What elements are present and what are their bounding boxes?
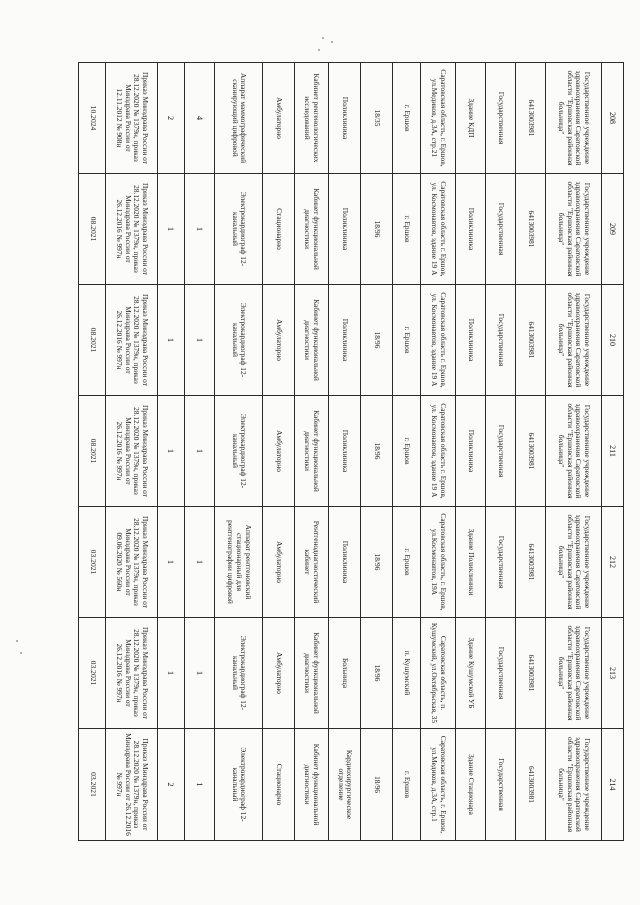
scan-speck bbox=[322, 37, 324, 39]
table-cell: 18/35 bbox=[361, 63, 393, 174]
table-cell: Приказ Минздрава России от 28.12.2020 № 1379н, приказ Минздрава России от 26.12.2016 № 997н bbox=[106, 174, 158, 285]
table-cell: Стационарно bbox=[262, 729, 294, 841]
table-cell: 18/96 bbox=[361, 507, 393, 618]
table-cell: Государственное учреждение здравоохранения Саратовской области "Ершовская районная больница" bbox=[546, 396, 601, 507]
table-cell: 6413003981 bbox=[516, 63, 546, 174]
table-cell: Саратовская область г. Ершов, ул. Космонавтов, здание 19 А bbox=[421, 396, 456, 507]
table-cell: Саратовская область, г. Ершов, ул.Космонавтов, 19А bbox=[421, 507, 456, 618]
table-cell: 18/96 bbox=[361, 729, 393, 841]
scan-speck bbox=[16, 640, 18, 642]
table-cell: 03.2021 bbox=[79, 507, 106, 618]
table-cell: Государственная bbox=[486, 396, 516, 507]
table-cell: г. Ершов bbox=[392, 63, 421, 174]
table-cell: п. Кушумский bbox=[392, 618, 421, 729]
table-cell: Амбулаторно bbox=[262, 396, 294, 507]
table-body bbox=[79, 63, 624, 841]
table-cell: Государственная bbox=[486, 285, 516, 396]
table-cell: 03.2021 bbox=[79, 618, 106, 729]
table-cell: Саратовская область, п. Кушумский, ул.Октябрьская, 35 bbox=[421, 618, 456, 729]
table-cell: Поликлиника bbox=[456, 285, 486, 396]
row-department bbox=[329, 63, 361, 841]
table-cell: Электрокардиограф 12-канальный bbox=[215, 174, 263, 285]
table-cell: 1 bbox=[158, 285, 185, 396]
table-cell: Здание Поликлиники bbox=[456, 507, 486, 618]
table-cell: Амбулаторно bbox=[262, 285, 294, 396]
scan-speck bbox=[331, 41, 333, 43]
row-care-type bbox=[262, 63, 294, 841]
row-address bbox=[421, 63, 456, 841]
table-cell: Кабинет функциональной диагностики bbox=[294, 285, 329, 396]
row-year bbox=[361, 63, 393, 841]
table-cell: 1 bbox=[158, 618, 185, 729]
row-quantity-a bbox=[185, 63, 215, 841]
table-cell: Кабинет функциональной диагностики bbox=[294, 396, 329, 507]
table-cell: Электрокардиограф 12-канальный bbox=[215, 729, 263, 841]
table-cell: Государственная bbox=[486, 729, 516, 841]
table-cell: Приказ Минздрава России от 28.12.2020 № 1379н, приказ Минздрава России от 26.12.2016 № 997н bbox=[106, 729, 158, 841]
table-cell: 1 bbox=[158, 507, 185, 618]
table-cell: Приказ Минздрава России от 28.12.2020 № 1379н, приказ Минздрава России от 12.11.2012 № 908н bbox=[106, 63, 158, 174]
table-cell: Саратовская область, г. Ершов, ул.Медиков, д.3А, стр.1 bbox=[421, 729, 456, 841]
row-equipment bbox=[215, 63, 263, 841]
table-cell: Электрокардиограф 12-канальный bbox=[215, 618, 263, 729]
table-cell: 03.2021 bbox=[79, 729, 106, 841]
table-cell: Государственное учреждение здравоохранения Саратовской области "Ершовская районная больница" bbox=[546, 285, 601, 396]
table-cell: Приказ Минздрава России от 28.12.2020 № 1379н, приказ Минздрава России от 26.12.2016 № 997н bbox=[106, 396, 158, 507]
table-cell: Поликлиника bbox=[329, 174, 361, 285]
table-cell: Здание КДП bbox=[456, 63, 486, 174]
table-cell: Государственная bbox=[486, 507, 516, 618]
table-cell: 6413003981 bbox=[516, 507, 546, 618]
table-cell: Аппарат рентгеновский стационарный для рентгенографии цифровой bbox=[215, 507, 263, 618]
table-cell: 211 bbox=[601, 396, 623, 507]
table-cell: г. Ершов bbox=[392, 729, 421, 841]
table-cell: 213 bbox=[601, 618, 623, 729]
table-cell: Государственное учреждение здравоохранения Саратовской области "Ершовская районная больница" bbox=[546, 63, 601, 174]
table-cell: 10.2024 bbox=[79, 63, 106, 174]
row-organization bbox=[546, 63, 601, 841]
table-cell: 1 bbox=[185, 618, 215, 729]
table-cell: Саратовская область г. Ершов, ул. Космонавтов, здание 19 А bbox=[421, 285, 456, 396]
table-cell: 210 bbox=[601, 285, 623, 396]
table-cell: Кардиохирургическое отделение bbox=[329, 729, 361, 841]
table-cell: 6413003981 bbox=[516, 174, 546, 285]
table-cell: 209 bbox=[601, 174, 623, 285]
table-cell: 08.2021 bbox=[79, 285, 106, 396]
table-cell: 212 bbox=[601, 507, 623, 618]
table-cell: Амбулаторно bbox=[262, 63, 294, 174]
table-cell: Государственная bbox=[486, 174, 516, 285]
table-cell: 6413003981 bbox=[516, 285, 546, 396]
table-cell: 208 bbox=[601, 63, 623, 174]
table-cell: 1 bbox=[185, 285, 215, 396]
table-cell: Рентгенодиагностический кабинет bbox=[294, 507, 329, 618]
table-cell: Государственное учреждение здравоохранения Саратовской области "Ершовская районная больница" bbox=[546, 618, 601, 729]
table-cell: Поликлиника bbox=[456, 174, 486, 285]
row-order bbox=[106, 63, 158, 841]
table-cell: Кабинет ренгенологических исследований bbox=[294, 63, 329, 174]
table-cell: Государственное учреждение здравоохранения Саратовской области "Ершовская районная больница" bbox=[546, 174, 601, 285]
table-cell: Приказ Минздрава России от 28.12.2020 № 1379н, приказ Минздрава России от 26.12.2016 № 997н bbox=[106, 618, 158, 729]
table-cell: 6413003981 bbox=[516, 396, 546, 507]
table-cell: Поликлиника bbox=[329, 396, 361, 507]
scan-speck bbox=[20, 652, 22, 654]
table-cell: Кабинет функциональной диагностики bbox=[294, 729, 329, 841]
table-cell: 6413003981 bbox=[516, 729, 546, 841]
row-inn bbox=[516, 63, 546, 841]
table-cell: г. Ершов bbox=[392, 396, 421, 507]
table-cell: 08.2021 bbox=[79, 174, 106, 285]
table-cell: Стационарно bbox=[262, 174, 294, 285]
table-cell: 18/96 bbox=[361, 285, 393, 396]
table-cell: Саратовская область, г. Ершов, ул.Медиков, д.3А, стр.21 bbox=[421, 63, 456, 174]
table-cell: г. Ершов bbox=[392, 507, 421, 618]
table-cell: 214 bbox=[601, 729, 623, 841]
table-cell: 18/96 bbox=[361, 174, 393, 285]
table-cell: Приказ Минздрава России от 28.12.2020 № 1379н, приказ Минздрава России от 26.12.2016 № 997н bbox=[106, 285, 158, 396]
table-cell: 1 bbox=[158, 174, 185, 285]
table-cell: Кабинет функциональной диагностики bbox=[294, 174, 329, 285]
table-cell: Амбулаторно bbox=[262, 618, 294, 729]
table-cell: 1 bbox=[185, 507, 215, 618]
table-cell: 4 bbox=[185, 63, 215, 174]
table-cell: Поликлиника bbox=[329, 285, 361, 396]
table-cell: 6413003981 bbox=[516, 618, 546, 729]
table-cell: Государственная bbox=[486, 618, 516, 729]
table-cell: Электрокардиограф 12-канальный bbox=[215, 285, 263, 396]
row-building bbox=[456, 63, 486, 841]
row-ownership bbox=[486, 63, 516, 841]
row-quantity-b bbox=[158, 63, 185, 841]
rotated-table-container bbox=[79, 62, 624, 840]
table-cell: Кабинет функциональной диагностики bbox=[294, 618, 329, 729]
table-cell: 1 bbox=[158, 396, 185, 507]
table-cell: Государственное учреждение здравоохранения Саратовской области "Ершовская районная больница" bbox=[546, 507, 601, 618]
table-cell: 2 bbox=[158, 729, 185, 841]
table-cell: Электрокардиограф 12-канальный bbox=[215, 396, 263, 507]
table-cell: Поликлиника bbox=[456, 396, 486, 507]
table-cell: 08.2021 bbox=[79, 396, 106, 507]
table-cell: 1 bbox=[185, 729, 215, 841]
table-cell: Государственное учреждение здравоохранения Саратовской области "Ершовская районная больница" bbox=[546, 729, 601, 841]
table-cell: Здание Кушумской УБ bbox=[456, 618, 486, 729]
equipment-table bbox=[78, 62, 624, 841]
row-date bbox=[79, 63, 106, 841]
table-cell: Государственная bbox=[486, 63, 516, 174]
table-cell: г. Ершов bbox=[392, 174, 421, 285]
table-cell: Поликлиника bbox=[329, 507, 361, 618]
table-cell: г. Ершов bbox=[392, 285, 421, 396]
row-cabinet bbox=[294, 63, 329, 841]
table-cell: Аппарат маммографический сканирующий цифровой bbox=[215, 63, 263, 174]
table-cell: 18/96 bbox=[361, 618, 393, 729]
table-cell: 2 bbox=[158, 63, 185, 174]
row-locality bbox=[392, 63, 421, 841]
table-cell: Здание Стационара bbox=[456, 729, 486, 841]
table-cell: 1 bbox=[185, 174, 215, 285]
table-cell: Поликлиника bbox=[329, 63, 361, 174]
table-cell: Больница bbox=[329, 618, 361, 729]
table-cell: 18/96 bbox=[361, 396, 393, 507]
table-cell: Приказ Минздрава России от 28.12.2020 № 1379н, приказ Минздрава России от 09.06.2020 № 560н bbox=[106, 507, 158, 618]
row-number bbox=[601, 63, 623, 841]
table-cell: 1 bbox=[185, 396, 215, 507]
table-cell: Амбулаторно bbox=[262, 507, 294, 618]
table-cell: Саратовская область г. Ершов, ул. Космонавтов, здание 19 А bbox=[421, 174, 456, 285]
scan-speck bbox=[318, 49, 320, 51]
